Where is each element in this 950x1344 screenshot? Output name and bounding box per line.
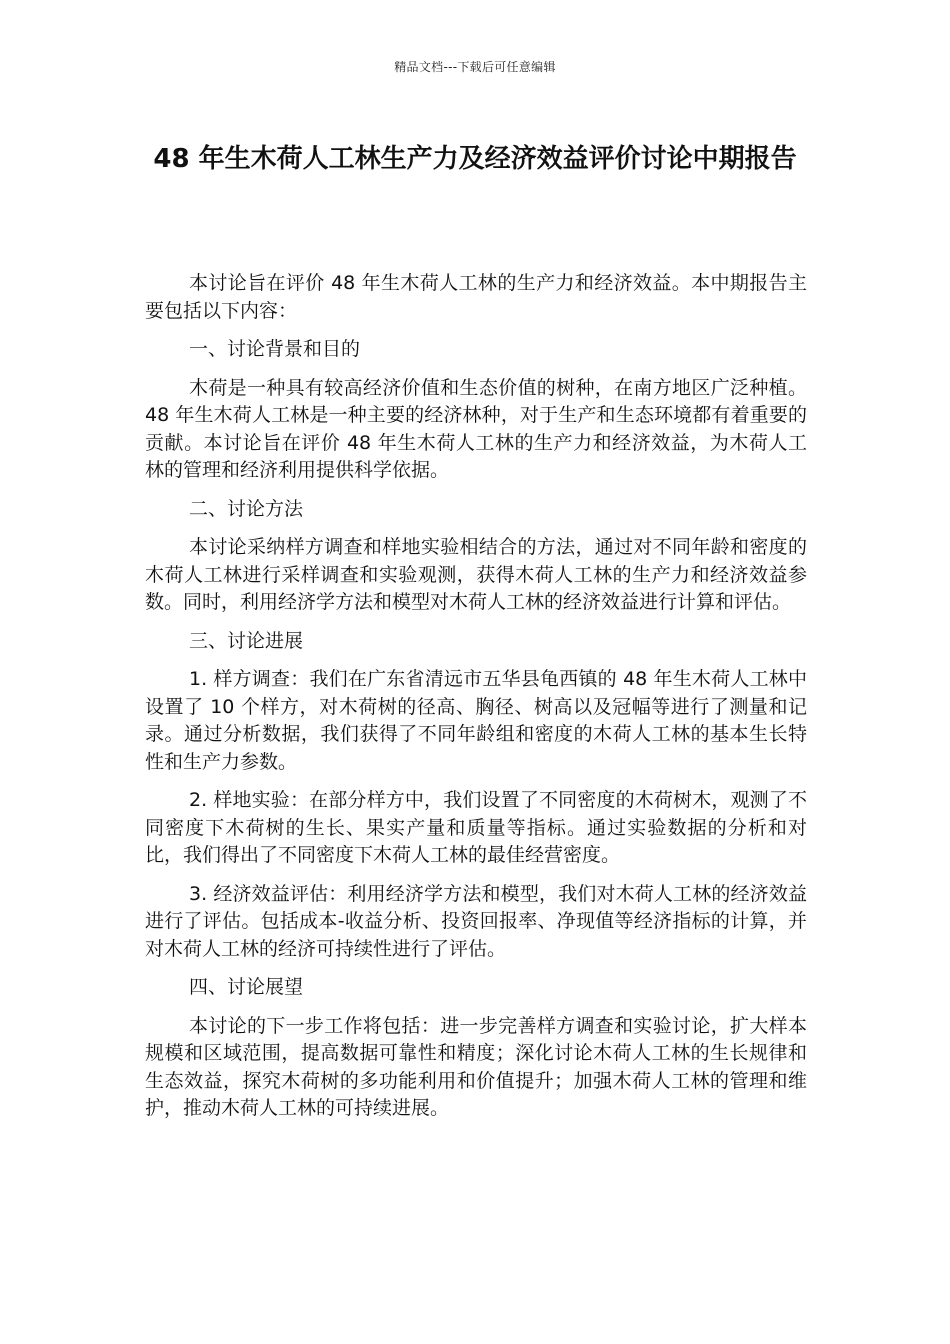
intro-paragraph: 本讨论旨在评价 48 年生木荷人工林的生产力和经济效益。本中期报告主要包括以下内容：	[145, 272, 807, 322]
progress-paragraph-experiment: 2. 样地实验：在部分样方中，我们设置了不同密度的木荷树木，观测了不同密度下木荷树的生长、果实产量和质量等指标。通过实验数据的分析和对比，我们得出了不同密度下木荷人工林的最佳经营密度。	[145, 789, 807, 866]
header-note: 精品文档---下载后可任意编辑	[394, 60, 556, 74]
section-heading-methods: 二、讨论方法	[189, 497, 304, 520]
background-paragraph: 木荷是一种具有较高经济价值和生态价值的树种，在南方地区广泛种植。48 年生木荷人工林是一种主要的经济林种，对于生产和生态环境都有着重要的贡献。本讨论旨在评价 48 年生木荷人工林的生产力和经济效益，为木荷人工林的管理和经济利用提供科学依据。	[145, 376, 807, 481]
section-heading-progress: 三、讨论进展	[189, 629, 304, 652]
section-heading-outlook: 四、讨论展望	[189, 976, 304, 998]
section-heading-background: 一、讨论背景和目的	[189, 338, 361, 360]
outlook-paragraph: 本讨论的下一步工作将包括：进一步完善样方调查和实验讨论，扩大样本规模和区域范围，提高数据可靠性和精度；深化讨论木荷人工林的生长规律和生态效益，探究木荷树的多功能利用和价值提升；加强木荷人工林的管理和维护，推动木荷人工林的可持续进展。	[145, 1014, 807, 1119]
progress-paragraph-economics: 3. 经济效益评估：利用经济学方法和模型，我们对木荷人工林的经济效益进行了评估。包括成本-收益分析、投资回报率、净现值等经济指标的计算，并对木荷人工林的经济可持续性进行了评估。	[145, 882, 807, 960]
document-body	[145, 270, 807, 1134]
page-title: 48 年生木荷人工林生产力及经济效益评价讨论中期报告	[153, 144, 797, 174]
methods-paragraph: 本讨论采纳样方调查和样地实验相结合的方法，通过对不同年龄和密度的木荷人工林进行采样调查和实验观测，获得木荷人工林的生产力和经济效益参数。同时，利用经济学方法和模型对木荷人工林的经济效益进行计算和评估。	[145, 536, 807, 613]
progress-paragraph-survey: 1. 样方调查：我们在广东省清远市五华县龟西镇的 48 年生木荷人工林中设置了 10 个样方，对木荷树的径高、胸径、树高以及冠幅等进行了测量和记录。通过分析数据，我们获得了不同年龄组和密度的木荷人工林的基本生长特性和生产力参数。	[145, 668, 807, 773]
